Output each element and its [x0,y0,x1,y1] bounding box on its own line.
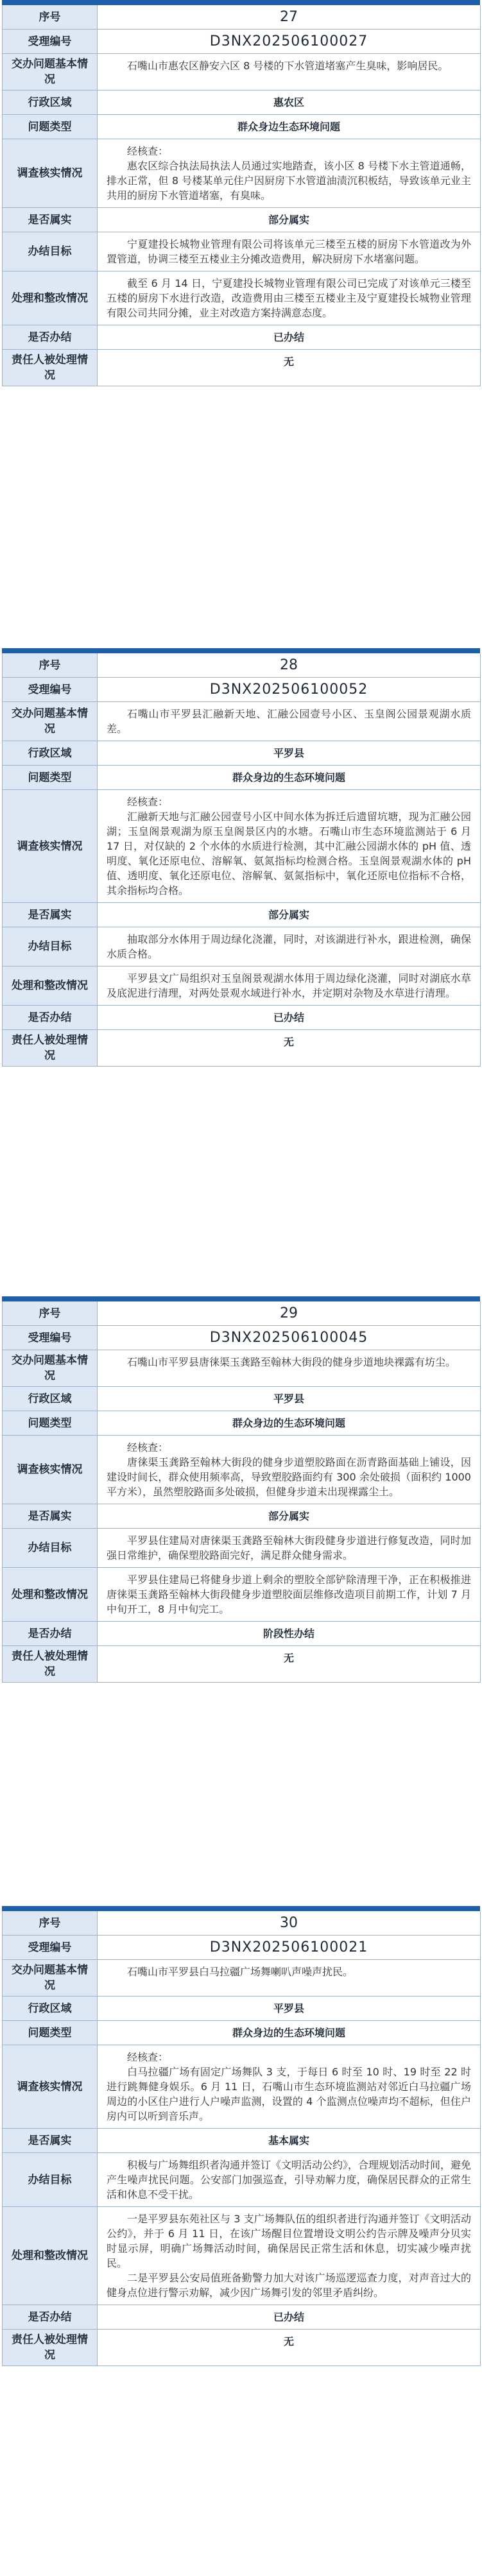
code-value: D3NX202506100027 [98,30,481,54]
goal-label: 办结目标 [3,232,98,271]
issue-value: 石嘴山市平罗县汇融新天地、汇融公园壹号小区、玉皇阁公园景观湖水质差。 [98,702,481,741]
type-value: 群众身边生态环境问题 [98,115,481,139]
seq-value: 29 [98,1301,481,1326]
issue-label: 交办问题基本情况 [3,1350,98,1387]
investigation-paragraph: 经核查： [127,2051,169,2063]
case-card [2,0,480,386]
responsible-value: 无 [98,1646,481,1683]
issue-value: 石嘴山市平罗县白马拉疆广场舞喇叭声噪声扰民。 [98,1960,481,1996]
investigation-label: 调查核实情况 [3,790,98,903]
measures-value [98,2207,481,2305]
goal-value [98,2153,481,2207]
is-true-value: 基本属实 [98,2129,481,2153]
measures-value [98,1568,481,1622]
code-value: D3NX202506100052 [98,678,481,702]
done-value: 已办结 [98,325,481,350]
responsible-label: 责任人被处理情况 [3,350,98,386]
responsible-value: 无 [98,2330,481,2366]
type-value: 群众身边的生态环境问题 [98,2021,481,2045]
seq-label: 序号 [3,1911,98,1936]
case-table [2,5,480,386]
is-true-label: 是否属实 [3,903,98,927]
issue-value: 石嘴山市惠农区静安六区 8 号楼的下水管道堵塞产生臭味，影响居民。 [98,54,481,90]
code-label: 受理编号 [3,30,98,54]
goal-label: 办结目标 [3,1529,98,1568]
issue-label: 交办问题基本情况 [3,1960,98,1996]
measures-paragraph: 一是平罗县东苑社区与 3 支广场舞队伍的组织者进行沟通并签订《文明活动公约》，并于 6 月 11 日，在该广场醒目位置增设文明公约告示牌及噪声分贝实时显示屏，明确广场舞活动时间，确保居民正常生活和休息，切实减少噪声扰民。 [107,2213,471,2269]
measures-paragraph: 平罗县住建局已将健身步道上剩余的塑胶全部铲除清理干净，正在积极推进唐徕渠玉龚路至翰林大街段健身步道塑胶面层维修改造项目前期工作，计划 7 月中旬开工，8 月中旬完工。 [107,1574,471,1615]
is-true-label: 是否属实 [3,208,98,232]
code-value: D3NX202506100045 [98,1326,481,1350]
goal-value [98,1529,481,1568]
goal-paragraph: 抽取部分水体用于周边绿化浇灌，同时，对该湖进行补水，跟进检测，确保水质合格。 [107,933,471,960]
is-true-value: 部分属实 [98,1504,481,1529]
investigation-value [98,1436,481,1504]
responsible-value: 无 [98,1030,481,1067]
goal-label: 办结目标 [3,927,98,966]
investigation-label: 调查核实情况 [3,1436,98,1504]
issue-label: 交办问题基本情况 [3,54,98,90]
case-card [2,1906,480,2366]
investigation-value [98,790,481,903]
seq-label: 序号 [3,5,98,30]
code-value: D3NX202506100021 [98,1936,481,1960]
measures-value [98,966,481,1006]
responsible-label: 责任人被处理情况 [3,1030,98,1067]
investigation-label: 调查核实情况 [3,2045,98,2129]
is-true-label: 是否属实 [3,2129,98,2153]
done-label: 是否办结 [3,1622,98,1646]
type-value: 群众身边的生态环境问题 [98,1411,481,1436]
done-value: 已办结 [98,1006,481,1030]
type-label: 问题类型 [3,115,98,139]
type-label: 问题类型 [3,2021,98,2045]
type-label: 问题类型 [3,1411,98,1436]
investigation-paragraph: 经核查： [127,145,169,157]
seq-label: 序号 [3,653,98,678]
measures-label: 处理和整改情况 [3,2207,98,2305]
issue-label: 交办问题基本情况 [3,702,98,741]
district-value: 平罗县 [98,741,481,766]
measures-label: 处理和整改情况 [3,966,98,1006]
investigation-paragraph: 经核查： [127,796,169,808]
code-label: 受理编号 [3,1936,98,1960]
done-label: 是否办结 [3,1006,98,1030]
case-card [2,1296,480,1683]
case-table [2,653,480,1067]
case-table [2,1911,480,2366]
done-value: 阶段性办结 [98,1622,481,1646]
goal-label: 办结目标 [3,2153,98,2207]
seq-value: 30 [98,1911,481,1936]
goal-paragraph: 积极与广场舞组织者沟通并签订《文明活动公约》，合理规划活动时间，避免产生噪声扰民问题。公安部门加强巡查，引导劝解力度，确保居民群众的正常生活和休息不受干扰。 [107,2159,472,2201]
seq-label: 序号 [3,1301,98,1326]
is-true-value: 部分属实 [98,208,481,232]
done-label: 是否办结 [3,2305,98,2330]
done-value: 已办结 [98,2305,481,2330]
measures-label: 处理和整改情况 [3,271,98,325]
is-true-value: 部分属实 [98,903,481,927]
investigation-value [98,139,481,208]
responsible-label: 责任人被处理情况 [3,1646,98,1683]
measures-value [98,271,481,325]
measures-paragraph: 二是平罗县公安局值班备勤警力加大对该广场巡逻巡查力度，对声音过大的健身点位进行警示劝解，减少因广场舞引发的邻里矛盾纠纷。 [107,2272,471,2299]
goal-value [98,232,481,271]
seq-value: 28 [98,653,481,678]
code-label: 受理编号 [3,678,98,702]
responsible-value: 无 [98,350,481,386]
investigation-paragraph: 唐徕渠玉龚路至翰林大街段的健身步道塑胶路面在沥青路面基础上铺设，因建设时间长，群众使用频率高，导致塑胶路面约有 300 余处破损（面积约 1000 平方米），虽然塑胶路面多处破损，但健身步道未出现裸露尘土。 [107,1456,471,1498]
district-label: 行政区域 [3,90,98,115]
responsible-label: 责任人被处理情况 [3,2330,98,2366]
district-label: 行政区域 [3,1387,98,1411]
case-table [2,1301,480,1683]
code-label: 受理编号 [3,1326,98,1350]
measures-paragraph: 截至 6 月 14 日，宁夏建投长城物业管理有限公司已完成了对该单元三楼至五楼的厨房下水进行改造，改造费用由三楼至五楼业主及宁夏建投长城物业管理有限公司共同分摊，业主对改造方案持满意态度。 [107,277,471,319]
district-label: 行政区域 [3,1996,98,2021]
investigation-paragraph: 经核查： [127,1441,169,1454]
investigation-paragraph: 白马拉疆广场有固定广场舞队 3 支，于每日 6 时至 10 时、19 时至 22 时进行跳舞健身娱乐。6 月 11 日，石嘴山市生态环境监测站对邻近白马拉疆广场周边的小区住户进行人户噪声监测，设置的 4 个监测点位噪声均不超标，但住户房内可以听到音乐声。 [107,2066,471,2122]
investigation-paragraph: 惠农区综合执法局执法人员通过实地踏查，该小区 8 号楼下水主管道通畅，排水正常，但 8 号楼某单元住户因厨房下水管道油渍沉积板结，导致该单元业主共用的厨房下水管道堵塞，有臭味。 [107,160,471,202]
district-value: 平罗县 [98,1996,481,2021]
is-true-label: 是否属实 [3,1504,98,1529]
case-card [2,648,480,1067]
type-label: 问题类型 [3,766,98,790]
district-value: 平罗县 [98,1387,481,1411]
district-value: 惠农区 [98,90,481,115]
done-label: 是否办结 [3,325,98,350]
investigation-paragraph: 汇融新天地与汇融公园壹号小区中间水体为拆迁后遗留坑塘，现为汇融公园湖；玉皇阁景观湖为原玉皇阁景区内的水塘。石嘴山市生态环境监测站于 6 月 17 日，对仅缺的 2 个水体的水质进行检测，其中汇融公园湖水体的 pH 值、透明度、氧化还原电位、溶解氧、氨氮指标均检测合格。玉皇阁景观湖水体的 pH 值、透明度、氧化还原电位、溶解氧、氨氮指标中，氧化还原电位指标不合格，其余指标均合格。 [107,811,471,897]
measures-label: 处理和整改情况 [3,1568,98,1622]
goal-value [98,927,481,966]
goal-paragraph: 宁夏建投长城物业管理有限公司将该单元三楼至五楼的厨房下水管道改为外置管道，协调三楼至五楼业主分摊改造费用，解决厨房下水堵塞问题。 [107,238,471,265]
investigation-value [98,2045,481,2129]
issue-value: 石嘴山市平罗县唐徕渠玉龚路至翰林大街段的健身步道地块裸露有坊尘。 [98,1350,481,1387]
district-label: 行政区域 [3,741,98,766]
seq-value: 27 [98,5,481,30]
type-value: 群众身边的生态环境问题 [98,766,481,790]
measures-paragraph: 平罗县文广局组织对玉皇阁景观湖水体用于周边绿化浇灌，同时对湖底水草及底泥进行清理，对两处景观水域进行补水，并定期对杂物及水草进行清理。 [107,972,471,999]
investigation-label: 调查核实情况 [3,139,98,208]
goal-paragraph: 平罗县住建局对唐徕渠玉龚路至翰林大街段健身步道进行修复改造，同时加强日常维护，确保塑胶路面完好，满足群众健身需求。 [107,1534,471,1561]
